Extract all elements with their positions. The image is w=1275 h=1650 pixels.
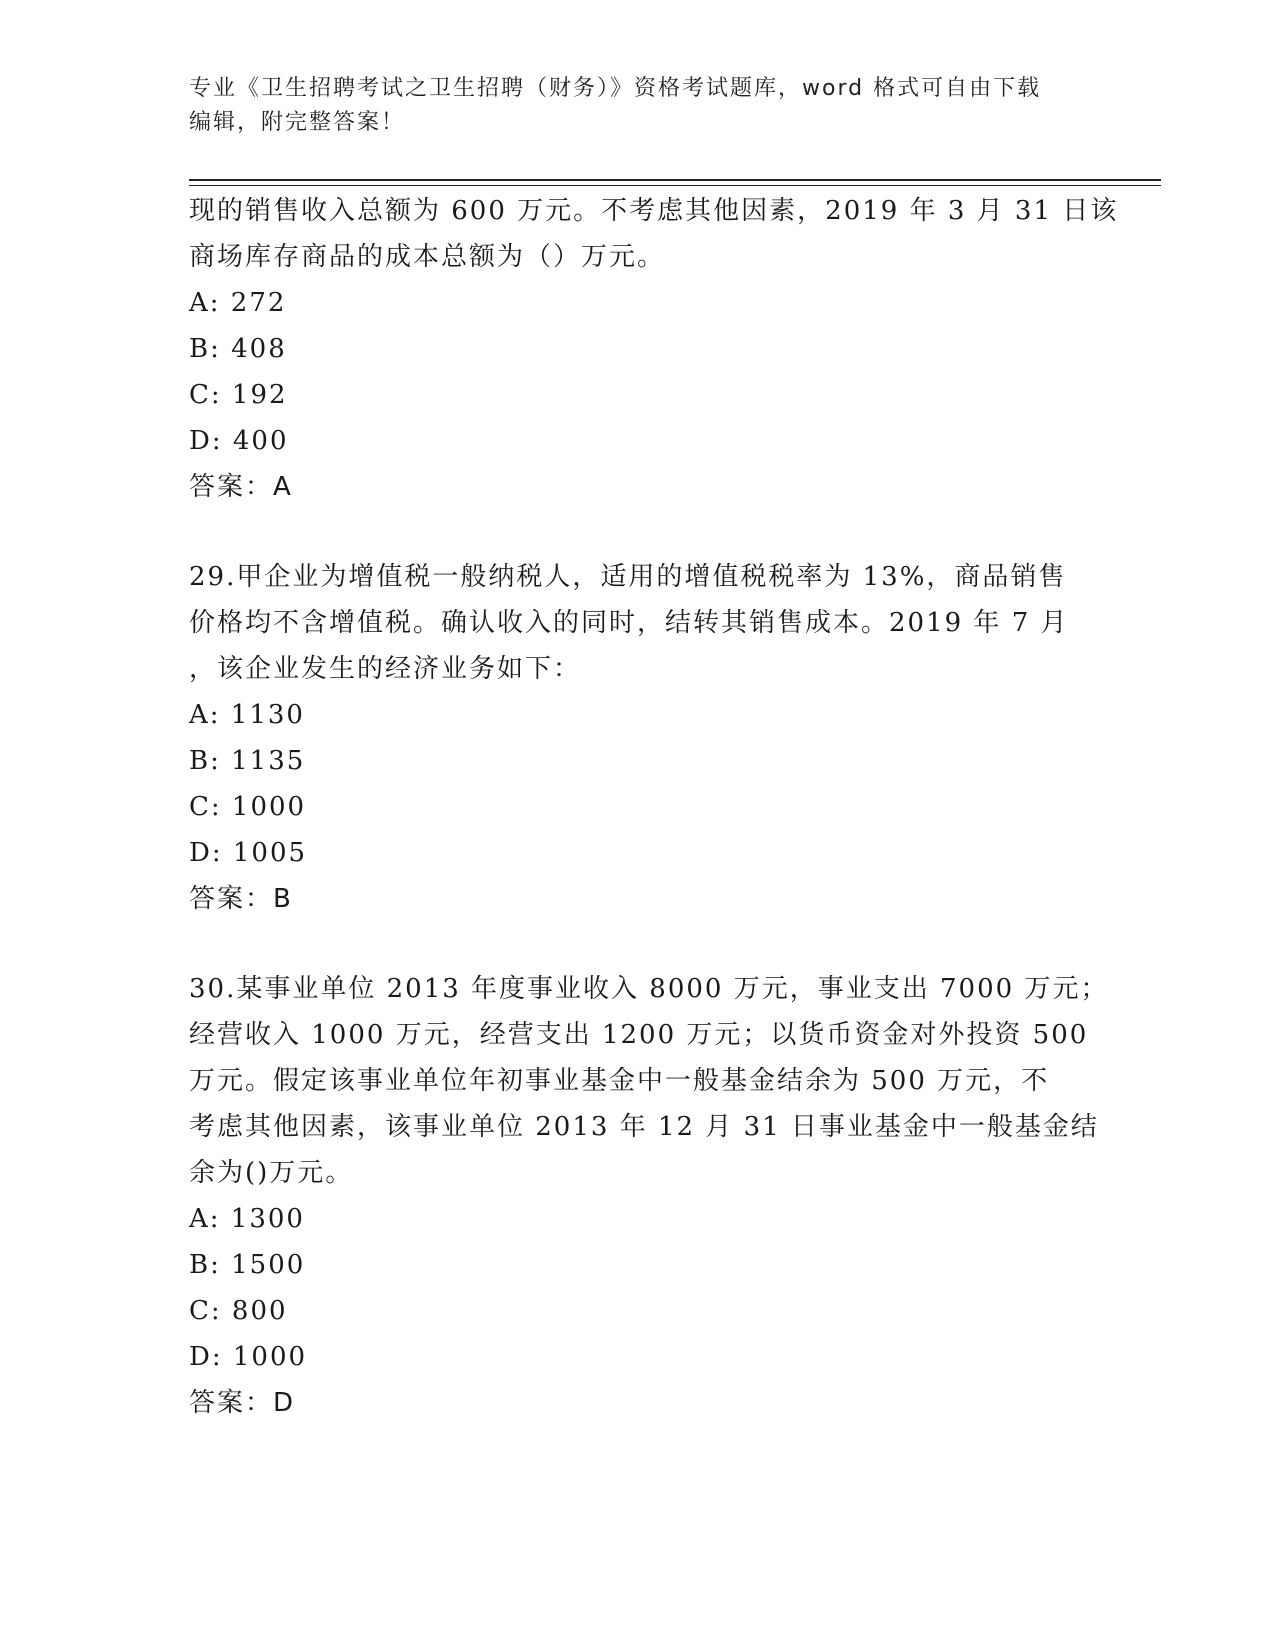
question-text-line: 现的销售收入总额为 600 万元。不考虑其他因素，2019 年 3 月 31 日该 (189, 196, 1119, 226)
question-30 (189, 966, 1149, 1426)
question-text-line: 余为()万元。 (189, 1158, 354, 1188)
option-b: B: 1135 (189, 746, 306, 776)
header-line-1: 专业《卫生招聘考试之卫生招聘（财务）》资格考试题库，word 格式可自由下载 (189, 76, 1042, 101)
option-d: D: 1005 (189, 838, 308, 868)
questions-body (189, 188, 1149, 1426)
question-text-line: 万元。假定该事业单位年初事业基金中一般基金结余为 500 万元，不 (189, 1066, 1050, 1096)
header-divider-thick (189, 179, 1161, 181)
option-c: C: 1000 (189, 792, 307, 822)
question-text-line: 商场库存商品的成本总额为（）万元。 (189, 242, 666, 272)
option-d: D: 1000 (189, 1342, 308, 1372)
header-divider-thin (189, 185, 1161, 186)
question-29 (189, 554, 1149, 922)
header-line-2: 编辑，附完整答案！ (189, 110, 406, 135)
option-b: B: 1500 (189, 1250, 306, 1280)
option-b: B: 408 (189, 334, 287, 364)
question-text-line: ，该企业发生的经济业务如下： (189, 654, 582, 684)
option-a: A: 1300 (189, 1204, 305, 1234)
question-spacer (189, 510, 1149, 554)
question-spacer (189, 922, 1149, 966)
question-text-line: 考虑其他因素，该事业单位 2013 年 12 月 31 日事业基金中一般基金结 (189, 1112, 1099, 1142)
question-text-line: 经营收入 1000 万元，经营支出 1200 万元；以货币资金对外投资 500 (189, 1020, 1089, 1050)
option-a: A: 272 (189, 288, 287, 318)
question-text-line: 价格均不含增值税。确认收入的同时，结转其销售成本。2019 年 7 月 (189, 608, 1069, 638)
option-d: D: 400 (189, 426, 289, 456)
option-c: C: 800 (189, 1296, 288, 1326)
question-28 (189, 188, 1149, 510)
answer-line: 答案：B (189, 884, 293, 914)
answer-line: 答案：A (189, 472, 293, 502)
question-text-line: 30.某事业单位 2013 年度事业收入 8000 万元，事业支出 7000 万元； (189, 974, 1109, 1004)
option-c: C: 192 (189, 380, 288, 410)
option-a: A: 1130 (189, 700, 305, 730)
answer-line: 答案：D (189, 1388, 296, 1418)
question-text-line: 29.甲企业为增值税一般纳税人，适用的增值税税率为 13%，商品销售 (189, 562, 1067, 592)
document-header (189, 72, 1089, 140)
